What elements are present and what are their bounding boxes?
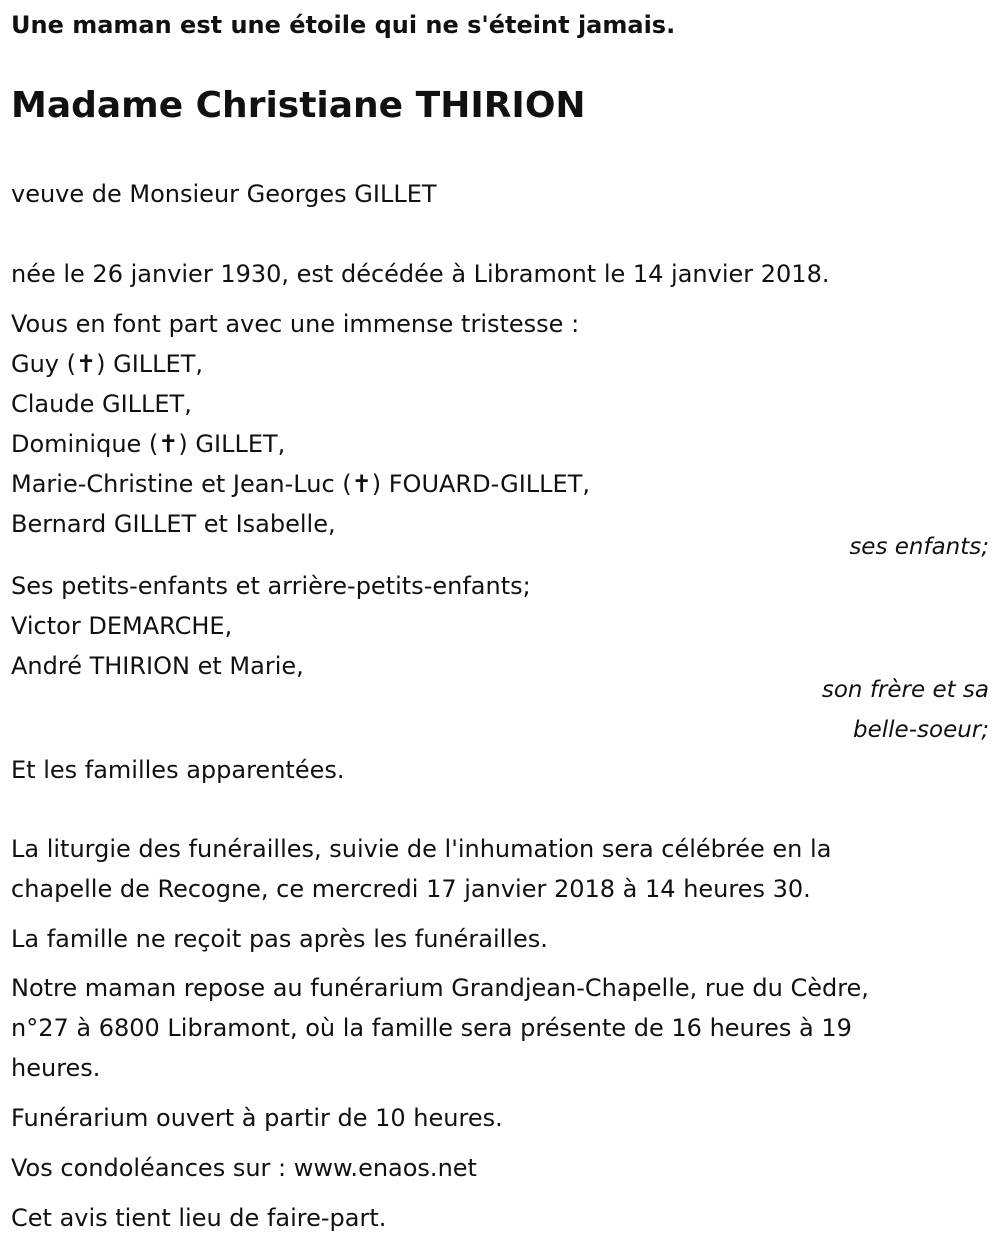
sibling-name: André THIRION et Marie, xyxy=(11,652,304,680)
child-name: Marie-Christine et Jean-Luc (✝) FOUARD-GILLET, xyxy=(11,470,590,498)
liturgy-line-1: La liturgie des funérailles, suivie de l'inhumation sera célébrée en la xyxy=(11,835,832,863)
liturgy-line-2: chapelle de Recogne, ce mercredi 17 janvier 2018 à 14 heures 30. xyxy=(11,875,811,903)
funerarium-hours-line: Funérarium ouvert à partir de 10 heures. xyxy=(11,1104,503,1132)
no-reception-line: La famille ne reçoit pas après les funérailles. xyxy=(11,925,548,953)
epigraph-quote: Une maman est une étoile qui ne s'éteint jamais. xyxy=(11,11,676,39)
child-name: Dominique (✝) GILLET, xyxy=(11,430,286,458)
rest-line-1: Notre maman repose au funérarium Grandjean-Chapelle, rue du Cèdre, xyxy=(11,974,869,1002)
deceased-name-title: Madame Christiane THIRION xyxy=(11,85,586,126)
notice-line: Cet avis tient lieu de faire-part. xyxy=(11,1204,387,1232)
grandchildren-line: Ses petits-enfants et arrière-petits-enfants; xyxy=(11,572,531,600)
child-name: Bernard GILLET et Isabelle, xyxy=(11,510,336,538)
child-name: Guy (✝) GILLET, xyxy=(11,350,203,378)
rest-line-2: n°27 à 6800 Libramont, où la famille sera présente de 16 heures à 19 xyxy=(11,1014,852,1042)
sibling-name: Victor DEMARCHE, xyxy=(11,612,233,640)
birth-death-line: née le 26 janvier 1930, est décédée à Libramont le 14 janvier 2018. xyxy=(11,260,830,288)
announcement-line: Vous en font part avec une immense tristesse : xyxy=(11,310,580,338)
siblings-role-label: son frère et sa xyxy=(821,677,989,703)
families-line: Et les familles apparentées. xyxy=(11,756,345,784)
rest-line-3: heures. xyxy=(11,1054,101,1082)
widow-line: veuve de Monsieur Georges GILLET xyxy=(11,180,437,208)
siblings-role-label-2: belle-soeur; xyxy=(853,717,989,743)
condolences-line: Vos condoléances sur : www.enaos.net xyxy=(11,1154,477,1182)
child-name: Claude GILLET, xyxy=(11,390,192,418)
children-role-label: ses enfants; xyxy=(849,534,989,560)
